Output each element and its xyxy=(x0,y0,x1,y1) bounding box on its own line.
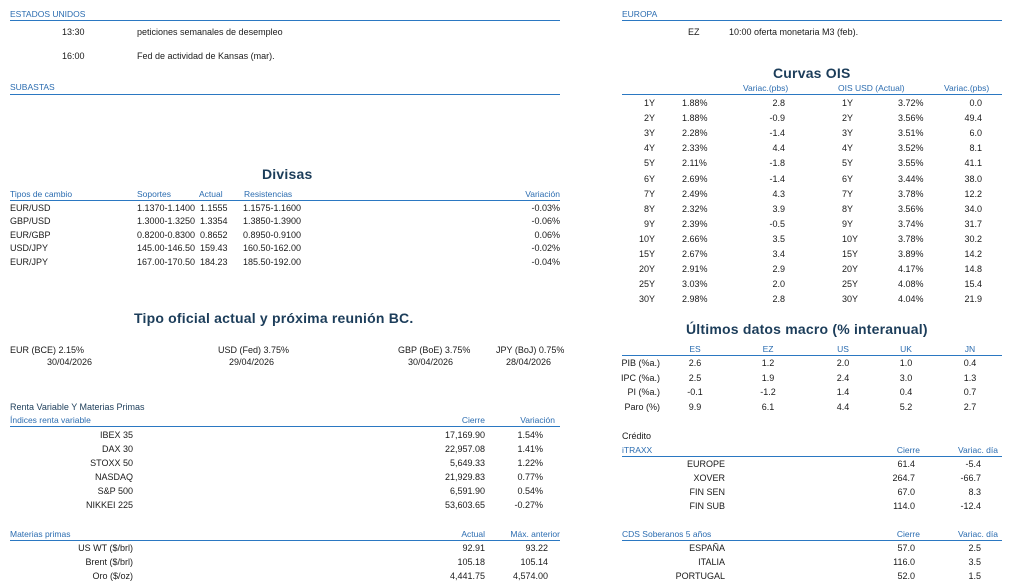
divider xyxy=(10,200,560,201)
ois-eur-change: 2.8 xyxy=(772,98,785,108)
ois-tenor: 10Y xyxy=(638,233,655,244)
cds-close: 116.0 xyxy=(893,557,915,567)
macro-value: 1.4 xyxy=(836,387,850,397)
equity-close: 5,649.33 xyxy=(449,458,485,468)
ois-usd-change: 15.4 xyxy=(964,279,982,290)
fx-supports: 1.1370-1.1400 xyxy=(137,203,196,213)
commodities-header-prev: Máx. anterior xyxy=(510,529,560,539)
fx-change: -0.06% xyxy=(531,216,560,227)
ois-tenor: 20Y xyxy=(842,264,859,275)
equity-close: 53,603.65 xyxy=(444,500,485,510)
ois-usd-value: 3.56% xyxy=(898,203,924,214)
rate-label: EUR (BCE) 2.15% xyxy=(10,345,85,355)
ois-usd-value: 3.56% xyxy=(898,113,924,124)
fx-supports: 0.8200-0.8300 xyxy=(137,229,196,240)
equity-header-change: Variación xyxy=(520,415,555,425)
ois-usd-change: 6.0 xyxy=(969,128,982,139)
credit-header-close: Cierre xyxy=(896,445,920,455)
equity-subtitle: Índices renta variable xyxy=(10,415,91,425)
ois-usd-value: 3.51% xyxy=(898,128,924,139)
equity-change: -0.27% xyxy=(514,500,543,510)
fx-header-change: Variación xyxy=(525,189,560,199)
ois-tenor: 7Y xyxy=(842,188,854,199)
divider xyxy=(10,426,560,427)
equity-close: 6,591.90 xyxy=(449,486,485,496)
macro-value: 4.4 xyxy=(836,401,850,412)
credit-close: 264.7 xyxy=(892,473,915,483)
rate-date: 28/04/2026 xyxy=(506,357,552,367)
ois-eur-value: 2.66% xyxy=(682,233,708,244)
ois-usd-value: 3.74% xyxy=(898,218,924,229)
ois-usd-change: 49.4 xyxy=(964,113,982,124)
macro-value: 3.0 xyxy=(899,372,913,383)
ois-eur-change: 2.8 xyxy=(772,294,785,305)
rate-label: JPY (BoJ) 0.75% xyxy=(496,345,565,355)
europe-event-text: 10:00 oferta monetaria M3 (feb). xyxy=(729,27,859,37)
rate-date: 30/04/2026 xyxy=(47,357,93,367)
fx-current: 1.1555 xyxy=(200,203,228,213)
ois-usd-change: 8.1 xyxy=(969,143,982,154)
equity-change: 0.54% xyxy=(517,486,543,496)
ois-eur-change: 2.9 xyxy=(772,264,785,275)
ois-eur-value: 1.88% xyxy=(682,98,708,108)
fx-pair: EUR/GBP xyxy=(10,229,51,240)
divider xyxy=(10,94,560,95)
fx-header-supports: Soportes xyxy=(137,189,172,199)
macro-value: -1.2 xyxy=(760,387,776,397)
macro-value: 2.6 xyxy=(688,358,702,368)
commodity-name: Oro ($/oz) xyxy=(92,571,133,581)
macro-row-label: IPC (%a.) xyxy=(620,372,660,383)
ois-eur-change: 3.9 xyxy=(772,203,785,214)
rate-date: 30/04/2026 xyxy=(408,357,454,367)
ois-tenor: 5Y xyxy=(842,158,854,169)
credit-header-change: Variac. día xyxy=(957,445,998,455)
ois-usd-value: 3.55% xyxy=(898,158,924,169)
rate-label: GBP (BoE) 3.75% xyxy=(398,345,471,355)
macro-row-label: PI (%a.) xyxy=(627,387,660,397)
ois-usd-value: 4.08% xyxy=(898,279,924,290)
fx-supports: 145.00-146.50 xyxy=(137,243,196,254)
ois-tenor: 1Y xyxy=(643,98,655,108)
us-event-text: peticiones semanales de desempleo xyxy=(137,27,283,37)
divider xyxy=(10,20,560,21)
macro-col-header: JN xyxy=(964,344,976,354)
credit-close: 67.0 xyxy=(897,487,915,497)
cds-change: 3.5 xyxy=(968,557,981,567)
ois-tenor: 3Y xyxy=(842,128,854,139)
ois-tenor: 7Y xyxy=(643,188,655,199)
ois-eur-value: 1.88% xyxy=(682,113,708,124)
credit-title: Crédito xyxy=(622,431,652,441)
fx-change: -0.02% xyxy=(531,243,560,254)
macro-value: -0.1 xyxy=(687,387,703,397)
ois-usd-value: 3.52% xyxy=(898,143,924,154)
ois-eur-change: -1.4 xyxy=(769,128,785,139)
ois-usd-change: 41.1 xyxy=(964,158,982,169)
credit-close: 61.4 xyxy=(897,459,915,469)
equity-header-close: Cierre xyxy=(461,415,485,425)
ois-eur-value: 2.11% xyxy=(682,158,707,169)
ois-tenor: 10Y xyxy=(842,233,859,244)
macro-value: 6.1 xyxy=(761,401,775,412)
ois-eur-change: 2.0 xyxy=(772,279,785,290)
equity-change: 1.41% xyxy=(517,444,543,454)
fx-current: 184.23 xyxy=(200,256,228,267)
fx-header-resistances: Resistencias xyxy=(244,189,293,199)
ois-eur-value: 3.03% xyxy=(682,279,708,290)
ois-usd-change: 0.0 xyxy=(969,98,982,108)
cds-change: 2.5 xyxy=(968,543,981,553)
ois-tenor: 5Y xyxy=(643,158,655,169)
equity-name: S&P 500 xyxy=(97,486,133,496)
equity-change: 1.22% xyxy=(517,458,543,468)
ois-eur-change: 3.5 xyxy=(772,233,785,244)
cds-title: CDS Soberanos 5 años xyxy=(622,529,712,539)
ois-eur-change: 3.4 xyxy=(772,249,785,259)
ois-usd-change: 38.0 xyxy=(964,173,982,184)
fx-change: -0.03% xyxy=(531,203,560,213)
ois-eur-change: -1.4 xyxy=(769,173,785,184)
cds-close: 52.0 xyxy=(897,571,915,581)
us-event-time: 13:30 xyxy=(62,27,85,37)
cds-name: PORTUGAL xyxy=(675,571,725,581)
credit-change: 8.3 xyxy=(968,487,981,497)
equity-change: 1.54% xyxy=(517,430,543,440)
cds-close: 57.0 xyxy=(897,543,915,553)
credit-close: 114.0 xyxy=(893,501,915,511)
ois-tenor: 8Y xyxy=(842,203,854,214)
macro-value: 2.5 xyxy=(688,372,702,383)
ois-tenor: 6Y xyxy=(643,173,655,184)
commodities-header-current: Actual xyxy=(461,529,485,539)
fx-resistances: 1.3850-1.3900 xyxy=(243,216,302,227)
commodity-current: 105.18 xyxy=(457,557,485,567)
us-section-title: ESTADOS UNIDOS xyxy=(10,9,86,19)
ois-header-usd: OIS USD (Actual) xyxy=(838,83,905,93)
ois-tenor: 1Y xyxy=(842,98,854,108)
equity-close: 17,169.90 xyxy=(444,430,485,440)
fx-header-pair: Tipos de cambio xyxy=(10,189,73,199)
macro-value: 1.0 xyxy=(899,358,913,368)
credit-change: -5.4 xyxy=(965,459,981,469)
equity-name: STOXX 50 xyxy=(90,458,133,468)
credit-name: EUROPE xyxy=(686,459,725,469)
equity-name: NIKKEI 225 xyxy=(85,500,133,510)
fx-current: 159.43 xyxy=(200,243,228,254)
fx-change: 0.06% xyxy=(534,229,560,240)
ois-usd-change: 14.8 xyxy=(964,264,982,275)
ois-tenor: 25Y xyxy=(638,279,655,290)
fx-resistances: 1.1575-1.1600 xyxy=(243,203,302,213)
macro-col-header: ES xyxy=(689,344,701,354)
ois-tenor: 6Y xyxy=(842,173,854,184)
ois-usd-value: 3.78% xyxy=(898,188,924,199)
credit-name: XOVER xyxy=(693,473,725,483)
ois-usd-value: 3.72% xyxy=(898,98,924,108)
equity-close: 21,929.83 xyxy=(444,472,485,482)
ois-usd-change: 34.0 xyxy=(964,203,982,214)
macro-row-label: Paro (%) xyxy=(624,401,660,412)
ois-eur-value: 2.32% xyxy=(682,203,708,214)
ois-eur-change: 4.3 xyxy=(772,188,785,199)
ois-header-change: Variac.(pbs) xyxy=(944,83,990,93)
ois-usd-change: 30.2 xyxy=(964,233,982,244)
commodity-name: Brent ($/brl) xyxy=(85,557,133,567)
macro-col-header: US xyxy=(837,344,849,354)
rates-title: Tipo oficial actual y próxima reunión BC. xyxy=(134,310,414,326)
ois-tenor: 2Y xyxy=(643,113,655,124)
divider xyxy=(622,94,1002,95)
ois-eur-change: -0.9 xyxy=(769,113,785,124)
ois-tenor: 20Y xyxy=(638,264,655,275)
ois-tenor: 3Y xyxy=(643,128,655,139)
ois-usd-value: 3.89% xyxy=(898,249,924,259)
europe-section-title: EUROPA xyxy=(622,9,658,19)
macro-value: 2.0 xyxy=(836,358,850,368)
fx-resistances: 160.50-162.00 xyxy=(243,243,302,254)
divider xyxy=(622,20,1002,21)
ois-usd-value: 4.04% xyxy=(898,294,924,305)
commodity-prev: 93.22 xyxy=(525,543,548,553)
auctions-section-title: SUBASTAS xyxy=(10,82,55,92)
rate-date: 29/04/2026 xyxy=(229,357,275,367)
ois-title: Curvas OIS xyxy=(773,65,851,81)
ois-usd-change: 31.7 xyxy=(964,218,982,229)
ois-tenor: 30Y xyxy=(638,294,655,305)
fx-pair: EUR/JPY xyxy=(10,256,49,267)
equity-title: Renta Variable Y Materias Primas xyxy=(10,402,145,412)
fx-pair: EUR/USD xyxy=(10,203,51,213)
credit-name: FIN SEN xyxy=(689,487,725,497)
us-event-text: Fed de actividad de Kansas (mar). xyxy=(137,51,275,61)
commodity-current: 4,441.75 xyxy=(449,571,485,581)
cds-name: ESPAÑA xyxy=(689,543,725,553)
ois-eur-change: -1.8 xyxy=(769,158,785,169)
equity-name: IBEX 35 xyxy=(99,430,133,440)
fx-header-current: Actual xyxy=(199,189,223,199)
credit-name: FIN SUB xyxy=(689,501,725,511)
macro-value: 9.9 xyxy=(688,401,702,412)
ois-eur-value: 2.91% xyxy=(682,264,708,275)
macro-value: 0.4 xyxy=(963,358,977,368)
equity-name: DAX 30 xyxy=(101,444,133,454)
fx-supports: 167.00-170.50 xyxy=(137,256,196,267)
commodity-prev: 105.14 xyxy=(520,557,548,567)
ois-tenor: 8Y xyxy=(643,203,655,214)
ois-tenor: 9Y xyxy=(643,218,655,229)
ois-tenor: 25Y xyxy=(842,279,859,290)
macro-value: 2.4 xyxy=(836,372,850,383)
ois-eur-value: 2.98% xyxy=(682,294,708,305)
macro-value: 1.9 xyxy=(761,372,775,383)
us-event-time: 16:00 xyxy=(62,51,85,61)
ois-tenor: 4Y xyxy=(842,143,854,154)
fx-resistances: 0.8950-0.9100 xyxy=(243,229,302,240)
ois-tenor: 9Y xyxy=(842,218,854,229)
equity-name: NASDAQ xyxy=(94,472,133,482)
ois-usd-value: 3.44% xyxy=(898,173,924,184)
macro-value: 5.2 xyxy=(899,401,913,412)
fx-change: -0.04% xyxy=(531,256,560,267)
commodity-prev: 4,574.00 xyxy=(512,571,548,581)
fx-pair: GBP/USD xyxy=(10,216,51,227)
macro-value: 1.3 xyxy=(963,372,977,383)
ois-eur-value: 2.28% xyxy=(682,128,708,139)
ois-eur-value: 2.67% xyxy=(682,249,708,259)
europe-event-code: EZ xyxy=(688,27,700,37)
commodities-title: Materias primas xyxy=(10,529,71,539)
macro-value: 2.7 xyxy=(963,401,977,412)
commodity-name: US WT ($/brl) xyxy=(78,543,133,553)
macro-col-header: UK xyxy=(900,344,912,354)
fx-title: Divisas xyxy=(262,166,313,182)
credit-change: -12.4 xyxy=(960,501,981,511)
macro-value: 1.2 xyxy=(761,358,775,368)
macro-value: 0.7 xyxy=(963,387,977,397)
cds-header-change: Variac. día xyxy=(957,529,998,539)
ois-eur-value: 2.33% xyxy=(682,143,708,154)
macro-col-header: EZ xyxy=(762,344,774,354)
ois-usd-change: 14.2 xyxy=(964,249,982,259)
divider xyxy=(622,355,1002,356)
divider xyxy=(10,540,560,541)
equity-close: 22,957.08 xyxy=(444,444,485,454)
fx-supports: 1.3000-1.3250 xyxy=(137,216,196,227)
ois-usd-value: 3.78% xyxy=(898,233,924,244)
fx-current: 1.3354 xyxy=(200,216,228,227)
credit-subtitle: iTRAXX xyxy=(622,445,653,455)
ois-eur-value: 2.49% xyxy=(682,188,708,199)
ois-eur-change: 4.4 xyxy=(772,143,785,154)
commodity-current: 92.91 xyxy=(462,543,485,553)
ois-usd-value: 4.17% xyxy=(898,264,924,275)
cds-header-close: Cierre xyxy=(896,529,920,539)
divider xyxy=(622,540,1002,541)
ois-eur-value: 2.39% xyxy=(682,218,708,229)
macro-value: 0.4 xyxy=(899,387,913,397)
credit-change: -66.7 xyxy=(960,473,981,483)
macro-title: Últimos datos macro (% interanual) xyxy=(686,321,928,337)
fx-pair: USD/JPY xyxy=(10,243,49,254)
ois-tenor: 15Y xyxy=(638,249,655,259)
ois-eur-value: 2.69% xyxy=(682,173,708,184)
cds-change: 1.5 xyxy=(968,571,981,581)
cds-name: ITALIA xyxy=(698,557,725,567)
divider xyxy=(622,456,1002,457)
ois-tenor: 15Y xyxy=(842,249,859,259)
ois-tenor: 2Y xyxy=(842,113,854,124)
ois-usd-change: 21.9 xyxy=(964,294,982,305)
ois-tenor: 30Y xyxy=(842,294,859,305)
ois-usd-change: 12.2 xyxy=(964,188,982,199)
ois-eur-change: -0.5 xyxy=(769,218,785,229)
rate-label: USD (Fed) 3.75% xyxy=(218,345,290,355)
fx-resistances: 185.50-192.00 xyxy=(243,256,302,267)
ois-header-change: Variac.(pbs) xyxy=(743,83,789,93)
macro-row-label: PIB (%a.) xyxy=(621,358,660,368)
fx-current: 0.8652 xyxy=(200,229,228,240)
ois-tenor: 4Y xyxy=(643,143,655,154)
equity-change: 0.77% xyxy=(517,472,543,482)
